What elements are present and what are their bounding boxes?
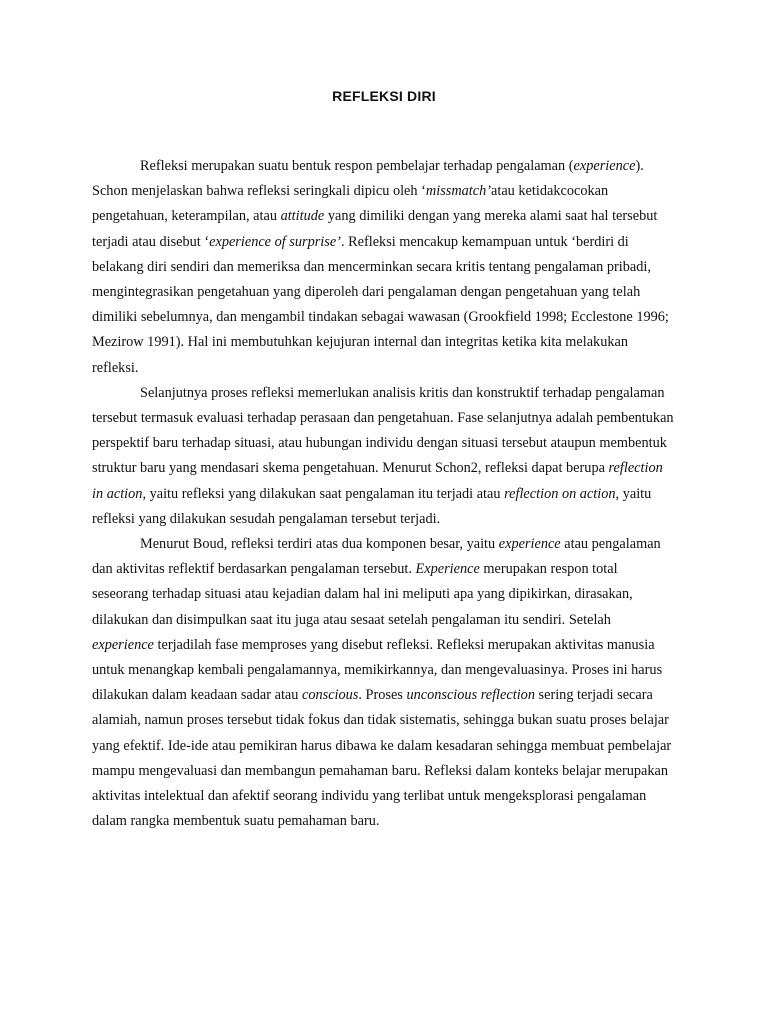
text-run: ). Schon menjelaskan bahwa refleksi seringkali dipicu oleh ‘: [92, 158, 644, 200]
italic-text: Experience: [415, 561, 480, 578]
text-run: , yaitu refleksi yang dilakukan sesudah pengalaman tersebut terjadi.: [92, 485, 652, 527]
paragraph-1: [92, 154, 676, 381]
paragraph-3: [92, 532, 676, 834]
text-run: merupakan respon total seseorang terhadap situasi atau kejadian dalam hal ini meliputi apa yang dipikirkan, dirasakan, dilakukan dan disimpulkan saat itu juga atau sesaat setelah pengalaman itu sendiri. Setelah: [92, 561, 633, 628]
text-run: atau pengalaman dan aktivitas reflektif berdasarkan pengalaman tersebut.: [92, 536, 661, 578]
document-body: [92, 154, 676, 834]
text-run: Selanjutnya proses refleksi memerlukan analisis kritis dan konstruktif terhadap pengalaman tersebut termasuk evaluasi terhadap perasaan dan pengetahuan. Fase selanjutnya adalah pembentukan perspektif baru terhadap situasi, atau hubungan individu dengan situasi tersebut ataupun membentuk struktur baru yang mendasari skema pengetahuan. Menurut Schon2, refleksi dapat berupa: [92, 384, 674, 477]
italic-text: experience: [92, 636, 154, 653]
paragraph-2: [92, 381, 676, 532]
text-run: atau ketidakcocokan pengetahuan, keterampilan, atau: [92, 183, 609, 225]
italic-text: missmatch’: [425, 183, 492, 200]
text-run: Refleksi merupakan suatu bentuk respon pembelajar terhadap pengalaman (: [140, 158, 574, 174]
italic-text: reflection on action: [504, 485, 616, 502]
text-run: terjadilah fase memproses yang disebut refleksi. Refleksi merupakan aktivitas manusia untuk menangkap kembali pengalamannya, memikirkannya, dan mengevaluasinya. Proses ini harus dilakukan dalam keadaan sadar atau: [92, 636, 663, 704]
italic-text: experience: [498, 536, 561, 553]
italic-text: reflection in action: [92, 460, 663, 502]
text-run: . Refleksi mencakup kemampuan untuk ‘berdiri di belakang diri sendiri dan memeriksa dan mencerminkan secara kritis tentang pengalaman pribadi, mengintegrasikan pengetahuan yang diperoleh dari pengalaman dengan pengetahuan yang telah dimiliki sebelumnya, dan mengambil tindakan sebagai wawasan (Grookfield 1998; Ecclestone 1996; Mezirow 1991). Hal ini membutuhkan kejujuran internal dan integritas ketika kita melakukan refleksi.: [92, 233, 669, 376]
text-run: sering terjadi secara alamiah, namun proses tersebut tidak fokus dan tidak sistematis, sehingga bukan suatu proses belajar yang efektif. Ide-ide atau pemikiran harus dibawa ke dalam kesadaran sehingga membuat pembelajar mampu mengevaluasi dan membangun pemahaman baru. Refleksi dalam konteks belajar merupakan aktivitas intelektual dan afektif seorang individu yang terlibat untuk mengeksplorasi pengalaman dalam rangka membentuk suatu pemahaman baru.: [92, 687, 672, 830]
text-run: yang dimiliki dengan yang mereka alami saat hal tersebut terjadi atau disebut ‘: [92, 208, 658, 250]
italic-text: experience: [573, 158, 636, 174]
text-run: . Proses: [358, 687, 407, 704]
italic-text: unconscious reflection: [406, 687, 535, 704]
italic-text: experience of surprise’: [209, 233, 341, 250]
italic-text: attitude: [280, 208, 325, 225]
text-run: Menurut Boud, refleksi terdiri atas dua komponen besar, yaitu: [140, 536, 499, 553]
text-run: , yaitu refleksi yang dilakukan saat pengalaman itu terjadi atau: [142, 485, 505, 502]
document-title: REFLEKSI DIRI: [332, 88, 436, 104]
italic-text: conscious: [302, 687, 359, 704]
